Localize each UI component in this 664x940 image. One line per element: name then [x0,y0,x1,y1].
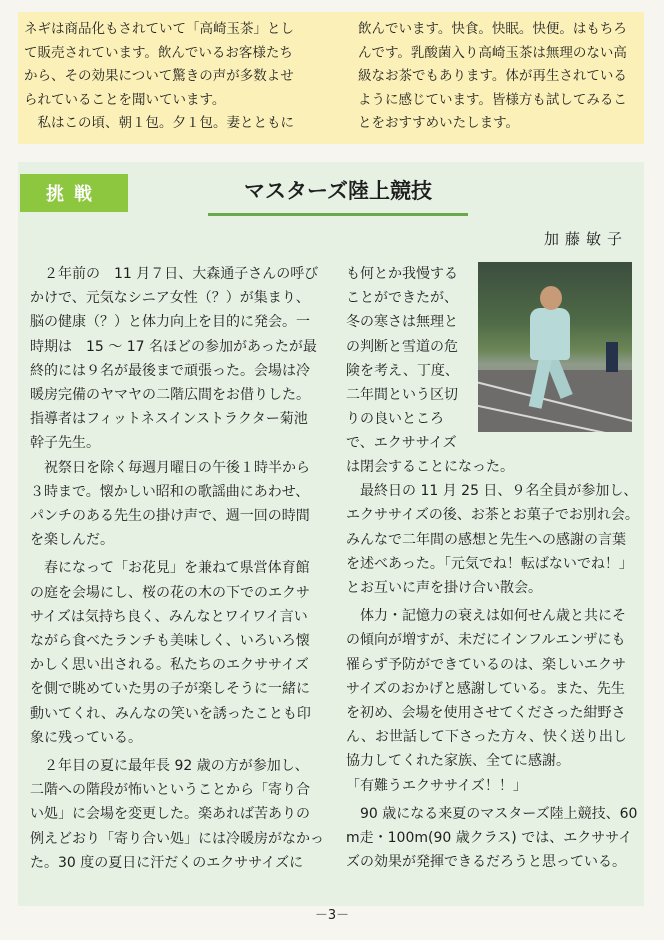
text-line: エクササイズの後、お茶とお菓子でお別れ会。 [346,507,639,524]
text-line: ２年前の 11 月７日、大森通子さんの呼び [30,266,319,282]
text-line: い処」に会場を変更した。楽あれば苦ありの [30,806,310,823]
text-line: ん、お世話して下さった方々、快く送り出し [346,729,627,746]
text-line: から、その効果について驚きの声が多数よせ [24,68,294,84]
text-line: 罹らず予防ができているのは、楽しいエクサ [346,656,626,673]
text-line: ３時まで。懐かしい昭和の歌謡曲にあわせ、 [30,483,310,500]
paragraph [346,802,636,875]
text-line: 二年間という区切 [346,387,458,404]
paragraph [30,262,330,456]
text-line: た。30 度の夏日に汗だくのエクササイズに [30,854,304,871]
text-line: サイズのおかげと感謝している。また、先生 [346,680,625,697]
previous-article-box [18,12,644,144]
article-right-column [346,455,639,874]
text-line: を述べあった。「元気でね！転ばないでね！」 [346,555,633,572]
text-line: て販売されています。飲んでいるお客様たち [24,44,293,61]
text-line: 終的には９名が最後まで頑張った。会場は冷 [30,362,310,379]
text-line: りの良いところ [346,411,444,428]
text-line: 春になって「お花見」を兼ねて県営体育館 [30,560,310,577]
text-line: みんなで二年間の感想と先生への感謝の言葉 [346,531,626,548]
text-line: を初め、会場を使用させてくださった紺野さ [346,705,626,722]
text-line: の庭を会場にし、桜の花の木の下でのエクサ [30,584,310,601]
paragraph [346,479,639,600]
text-line: 「有難うエクササイズ！！」 [346,777,527,794]
paragraph [346,455,636,479]
article-title: マスターズ陸上競技 [208,176,468,216]
text-line: を楽しんだ。 [30,532,114,549]
text-line: サイズは気持ち良く、みんなとワイワイ言い [30,608,308,625]
previous-article-right-column [358,18,638,136]
page-number: －3－ [314,908,350,923]
background-person [606,342,618,372]
runner-photo [478,262,632,432]
text-line: 級なお茶でもあります。体が再生されている [358,68,627,84]
author-name: 加藤敏子 [543,230,628,248]
text-line: ように感じています。皆様方も試してみるこ [358,91,627,108]
text-line: 動いてくれ、みんなの笑いを誘ったことも印 [30,705,311,722]
paragraph [346,774,636,798]
text-line: は閉会することになった。 [346,459,514,475]
text-line: 冬の寒さは無理と [346,314,458,331]
text-line: 幹子先生。 [30,435,100,452]
text-line: で、エクササイズ [346,435,457,452]
text-line: 祝祭日を除く毎週月曜日の午後１時半から [30,459,310,476]
text-line: を側で眺めていた男の子が楽しそうに一緒に [30,681,310,698]
text-line: 時期は 15 ～ 17 名ほどの参加があったが最 [30,338,317,355]
article [18,162,644,906]
runner-body [530,308,570,360]
text-line: 二階への階段が怖いということから「寄り合 [30,782,310,799]
text-line: とをおすすめいたします。 [358,115,520,131]
category-tag: 挑戦 [20,174,128,212]
text-line: ネギは商品化もされていて「高崎玉茶」とし [24,21,294,37]
text-line: られていることを聞いています。 [24,91,226,108]
text-line: ことができたが、 [346,290,458,307]
text-line: かしく思い出される。私たちのエクササイズ [30,657,309,674]
text-line: ながら食べたランチも美味しく、いろいろ懐 [30,633,310,650]
text-line: かけで、元気なシニア女性（？）が集まり、 [30,290,310,307]
text-line: パンチのある先生の掛け声で、週一回の時間 [30,508,310,525]
text-line: 協力してくれた家族、全てに感謝。 [346,753,570,770]
text-line: の傾向が増すが、未だにインフルエンザにも [346,632,626,649]
text-line: m走・100m(90 歳クラス) では、エクササイ [346,830,633,847]
text-line: ズの効果が発揮できるだろうと思っている。 [346,854,626,871]
text-line: 脳の健康（？）と体力向上を目的に発会。一 [30,314,310,331]
article-left-column [30,262,330,875]
paragraph [30,556,330,750]
text-line: 指導者はフィットネスインストラクター菊池 [30,411,308,428]
text-line: 体力・記憶力の衰えは如何せん歳と共にそ [346,608,626,625]
article-right-narrow-column [346,262,474,456]
runner-head [540,286,562,310]
text-line: とお互いに声を掛け合い散会。 [346,580,542,597]
text-line: 私はこの頃、朝１包。夕１包。妻とともに [24,115,294,131]
paragraph [346,604,636,773]
text-line: も何とか我慢する [346,266,458,282]
text-line: ２年目の夏に最年長 92 歳の方が参加し、 [30,758,309,775]
paragraph [30,754,330,875]
text-line: 90 歳になる来夏のマスターズ陸上競技、60 [346,805,638,822]
paragraph [30,456,330,553]
text-line: 飲んでいます。快食。快眠。快便。はもちろ [358,21,627,37]
text-line: 最終日の 11 月 25 日、９名全員が参加し、 [346,483,638,500]
text-line: 例えどおり「寄り合い処」には冷暖房がなかっ [30,830,324,847]
text-line: の判断と雪道の危 [346,338,458,355]
previous-article-left-column [24,18,324,136]
text-line: 象に残っている。 [30,729,142,746]
text-line: んです。乳酸菌入り高崎玉茶は無理のない高 [358,44,627,61]
text-line: 険を考え、丁度、 [346,362,459,379]
text-line: 暖房完備のヤマヤの二階広間をお借りした。 [30,387,310,404]
